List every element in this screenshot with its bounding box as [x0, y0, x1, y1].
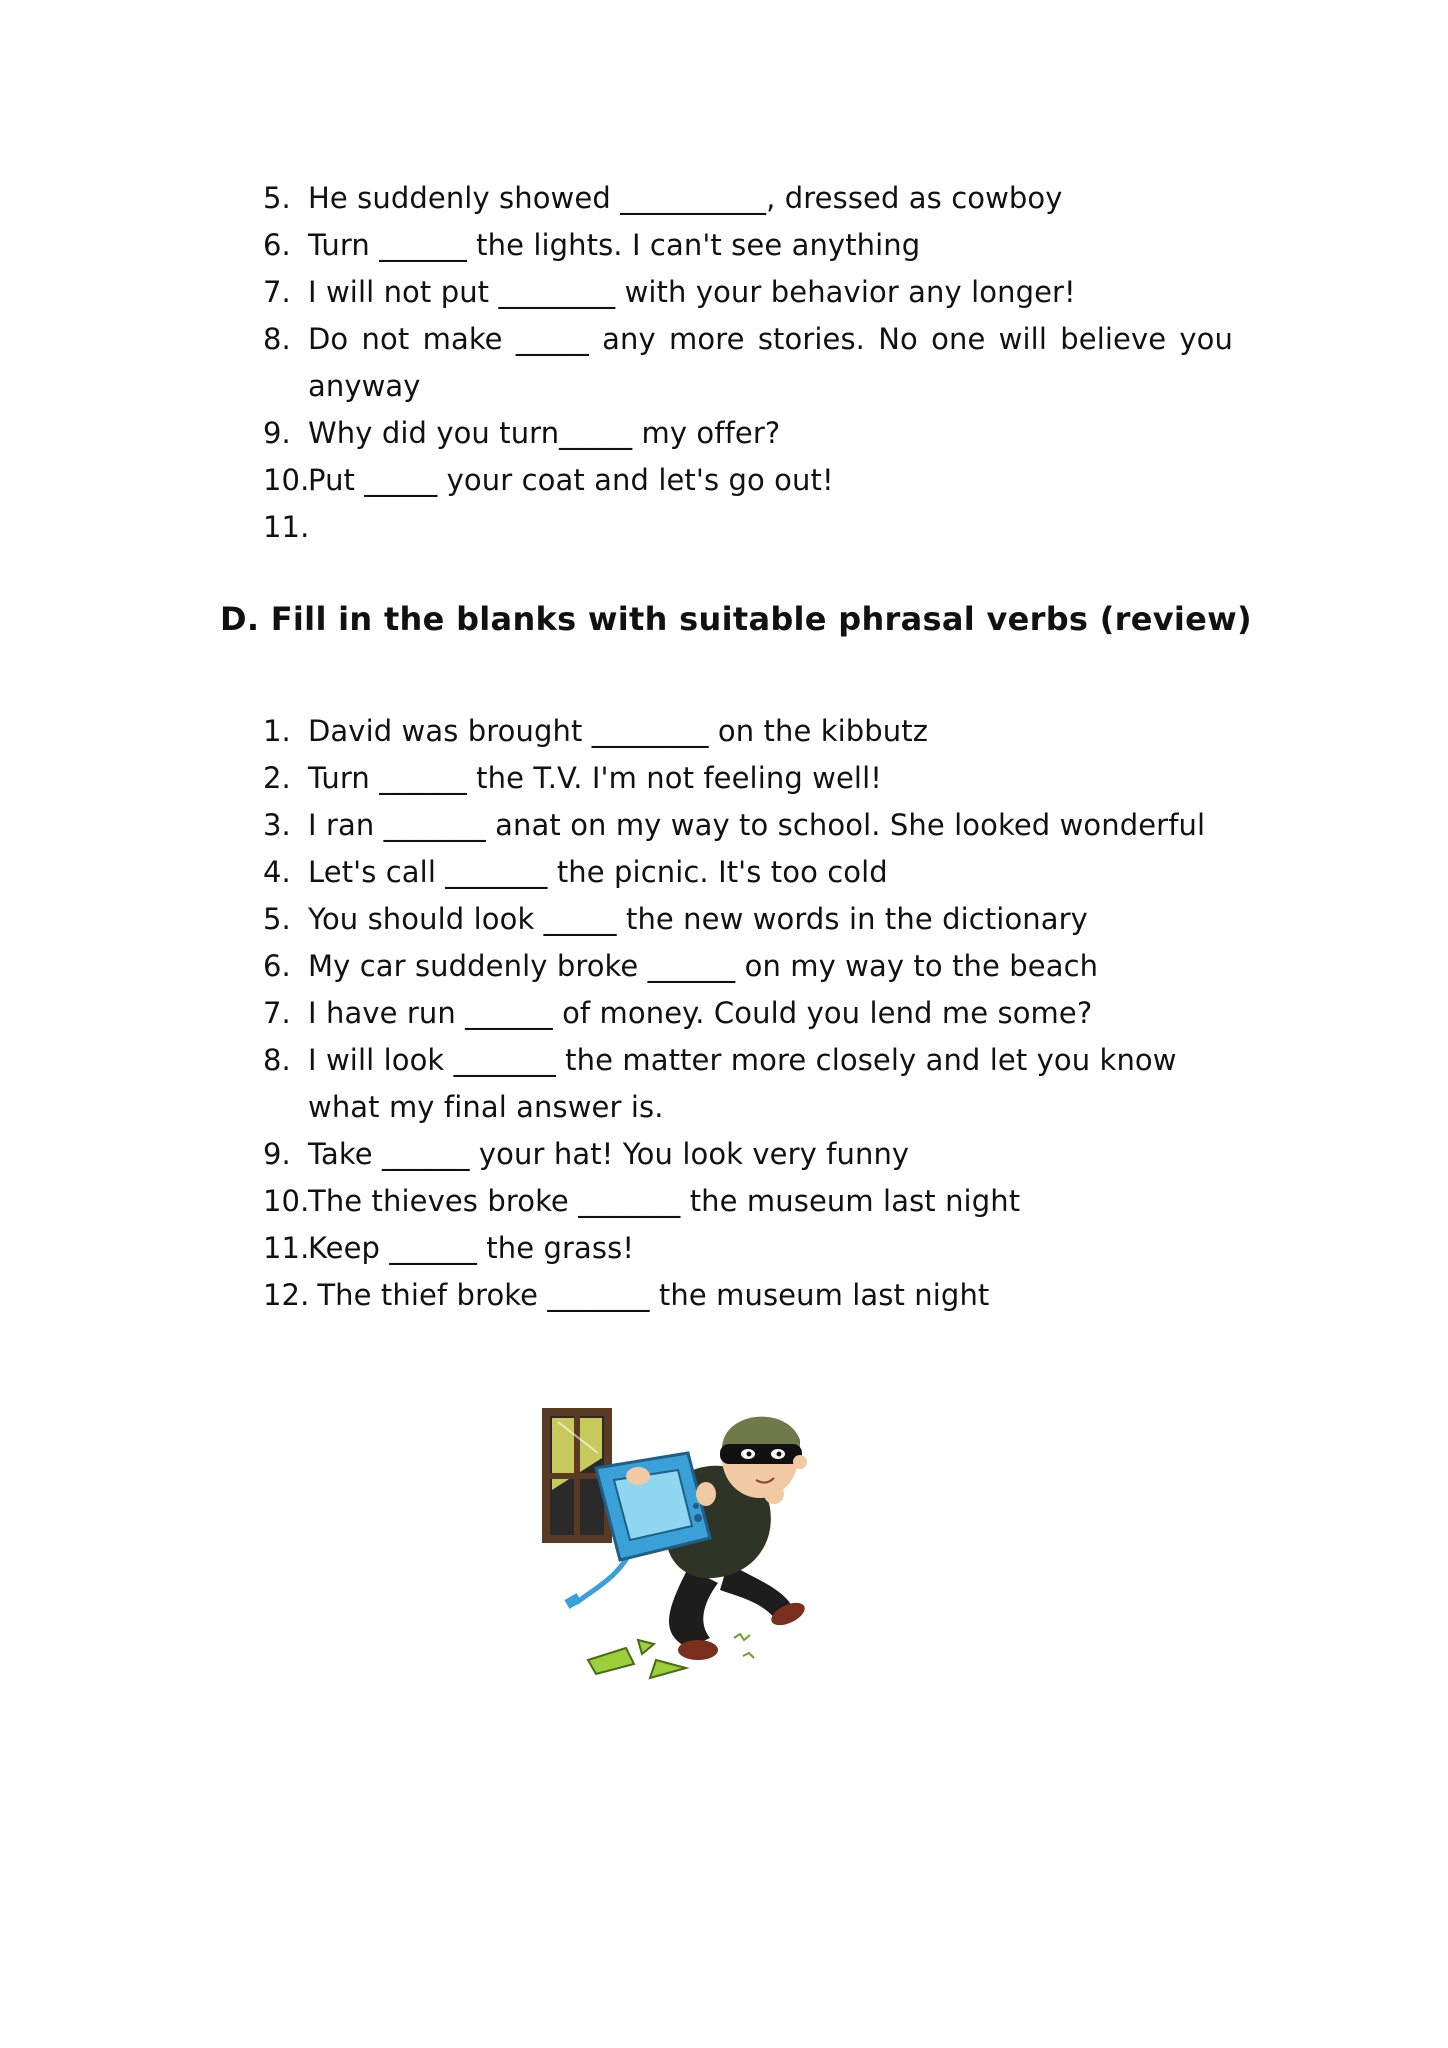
list-item — [263, 175, 1233, 222]
list-item — [263, 1225, 1233, 1272]
item-number: 11. — [263, 1231, 310, 1265]
item-number: 6. — [263, 228, 291, 262]
list-item — [263, 1037, 1233, 1131]
list-item — [263, 1178, 1233, 1225]
item-text: David was brought ________ on the kibbutz — [308, 714, 929, 748]
item-text: Put _____ your coat and let's go out! — [308, 463, 834, 497]
item-number: 6. — [263, 949, 291, 983]
item-number: 11. — [263, 510, 310, 544]
list-item — [263, 849, 1233, 896]
glass-shards-icon — [588, 1634, 754, 1678]
list-item — [263, 802, 1233, 849]
item-text: I ran _______ anat on my way to school. She looked wonderful — [308, 808, 1206, 842]
item-number: 3. — [263, 808, 291, 842]
item-number: 10. — [263, 463, 310, 497]
item-text: Turn ______ the T.V. I'm not feeling well! — [308, 761, 882, 795]
list-item — [263, 269, 1233, 316]
item-text: I will not put ________ with your behavior any longer! — [308, 275, 1076, 309]
section-heading: D. Fill in the blanks with suitable phrasal verbs (review) — [220, 600, 1252, 638]
item-text: Let's call _______ the picnic. It's too cold — [308, 855, 888, 889]
exercise-list-continued — [263, 175, 1243, 551]
list-item — [263, 755, 1233, 802]
list-item — [263, 457, 1233, 504]
item-number: 5. — [263, 902, 291, 936]
item-number: 10. — [263, 1184, 310, 1218]
item-text: Turn ______ the lights. I can't see anything — [308, 228, 921, 262]
item-text: My car suddenly broke ______ on my way to the beach — [308, 949, 1099, 983]
list-item — [263, 222, 1233, 269]
item-number: 8. — [263, 1043, 291, 1077]
exercise-list-d — [263, 708, 1233, 1319]
burglar-illustration-svg — [538, 1398, 858, 1698]
leg-icon — [669, 1568, 718, 1648]
list-item — [263, 1272, 1233, 1319]
burglar-illustration — [538, 1398, 858, 1698]
item-number: 9. — [263, 416, 291, 450]
item-text: I have run ______ of money. Could you lend me some? — [308, 996, 1093, 1030]
list-item — [263, 316, 1243, 410]
item-text: The thief broke _______ the museum last night — [308, 1278, 990, 1312]
item-text: Do not make _____ any more stories. No one will believe you anyway — [308, 322, 1243, 403]
item-number: 7. — [263, 996, 291, 1030]
item-text: The thieves broke _______ the museum last night — [308, 1184, 1021, 1218]
item-number: 5. — [263, 181, 291, 215]
list-item — [263, 504, 1233, 551]
item-text: You should look _____ the new words in the dictionary — [308, 902, 1088, 936]
list-item — [263, 896, 1233, 943]
item-text: I will look _______ the matter more closely and let you know what my final answer is. — [308, 1043, 1186, 1124]
list-item — [263, 708, 1233, 755]
item-text: Take ______ your hat! You look very funny — [308, 1137, 910, 1171]
head-icon — [720, 1417, 807, 1498]
item-number: 7. — [263, 275, 291, 309]
item-text: Why did you turn_____ my offer? — [308, 416, 781, 450]
item-text: Keep ______ the grass! — [308, 1231, 635, 1265]
item-number: 9. — [263, 1137, 291, 1171]
list-item — [263, 943, 1233, 990]
list-item — [263, 1131, 1233, 1178]
item-number: 4. — [263, 855, 291, 889]
list-item — [263, 990, 1233, 1037]
item-text: He suddenly showed __________, dressed as cowboy — [308, 181, 1063, 215]
item-number: 12. — [263, 1278, 310, 1312]
list-item — [263, 410, 1233, 457]
item-number: 2. — [263, 761, 291, 795]
item-number: 8. — [263, 322, 291, 356]
item-number: 1. — [263, 714, 291, 748]
